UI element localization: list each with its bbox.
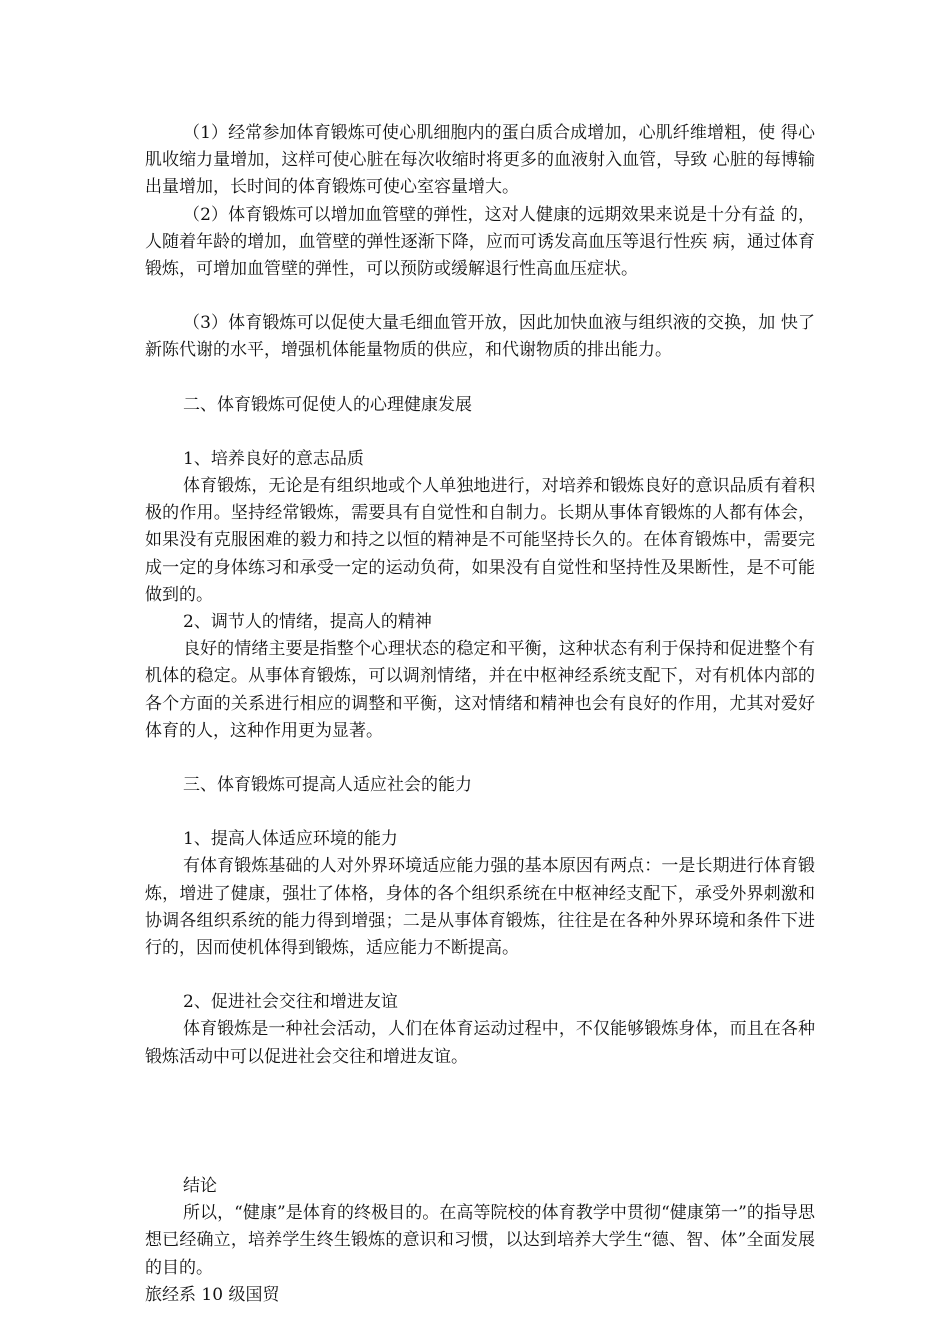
subheading-friendship: 2、促进社会交往和增进友谊 — [183, 992, 398, 1013]
paragraph-vessel-elasticity: （2）体育锻炼可以增加血管壁的弹性，这对人健康的远期效果来说是十分有益 的，人随着年龄的增加，血管壁的弹性逐渐下降，应而可诱发高血压等退行性疾 病，通过体育锻炼，可增加血管壁的弹性，可以预防或缓解退行性高血压症状。 — [145, 204, 815, 280]
section-heading-social: 三、体育锻炼可提高人适应社会的能力 — [183, 775, 472, 796]
spacer — [145, 962, 815, 989]
subheading-environment: 1、提高人体适应环境的能力 — [183, 829, 398, 850]
spacer — [145, 1151, 815, 1173]
paragraph-heart: （1）经常参加体育锻炼可使心肌细胞内的蛋白质合成增加，心肌纤维增粗，使 得心肌收缩力量增加，这样可使心脏在每次收缩时将更多的血液射入血管，导致 心脏的每博输出量增加，长时间的体育锻炼可使心室容量增大。 — [145, 123, 815, 198]
subheading-emotion: 2、调节人的情绪，提高人的精神 — [183, 612, 432, 633]
paragraph-conclusion: 所以，“健康”是体育的终极目的。在高等院校的体育教学中贯彻“健康第一”的指导思想已经确立，培养学生终生锻炼的意识和习惯，以达到培养大学生“德、智、体”全面发展的目的。 — [145, 1203, 815, 1278]
paragraph-capillaries: （3）体育锻炼可以促使大量毛细血管开放，因此加快血液与组织液的交换，加 快了新陈代谢的水平，增强机体能量物质的供应，和代谢物质的排出能力。 — [145, 313, 815, 361]
spacer — [145, 745, 815, 772]
paragraph-environment: 有体育锻炼基础的人对外界环境适应能力强的基本原因有两点：一是长期进行体育锻炼，增进了健康，强壮了体格，身体的各个组织系统在中枢神经支配下，承受外界刺激和协调各组织系统的能力得到增强；二是从事体育锻炼，往往是在各种外界环境和条件下进行的，因而使机体得到锻炼，适应能力不断提高。 — [145, 856, 815, 959]
document-page — [145, 120, 815, 1309]
spacer — [145, 365, 815, 392]
paragraph-emotion: 良好的情绪主要是指整个心理状态的稳定和平衡，这种状态有利于保持和促进整个有机体的稳定。从事体育锻炼，可以调剂情绪，并在中枢神经系统支配下，对有机体内部的各个方面的关系进行相应的调整和平衡，这对情绪和精神也会有良好的作用，尤其对爱好体育的人，这种作用更为显著。 — [145, 639, 815, 741]
subheading-will: 1、培养良好的意志品质 — [183, 448, 364, 469]
spacer — [145, 1071, 815, 1151]
conclusion-heading: 结论 — [183, 1175, 217, 1196]
paragraph-will: 体育锻炼，无论是有组织地或个人单独地进行，对培养和锻炼良好的意识品质有着积极的作用。坚持经常锻炼，需要具有自觉性和自制力。长期从事体育锻炼的人都有体会，如果没有克服困难的毅力和持之以恒的精神是不可能坚持长久的。在体育锻炼中，需要完成一定的身体练习和承受一定的运动负荷，如果没有自觉性和坚持性及果断性，是不可能做到的。 — [145, 476, 815, 605]
author-signature: 旅经系 10 级国贸 — [145, 1284, 280, 1305]
section-heading-psychology: 二、体育锻炼可促使人的心理健康发展 — [183, 394, 472, 415]
spacer — [145, 799, 815, 826]
spacer — [145, 419, 815, 446]
paragraph-friendship: 体育锻炼是一种社会活动，人们在体育运动过程中，不仅能够锻炼身体，而且在各种锻炼活动中可以促进社会交往和增进友谊。 — [145, 1019, 815, 1067]
spacer — [145, 283, 815, 310]
